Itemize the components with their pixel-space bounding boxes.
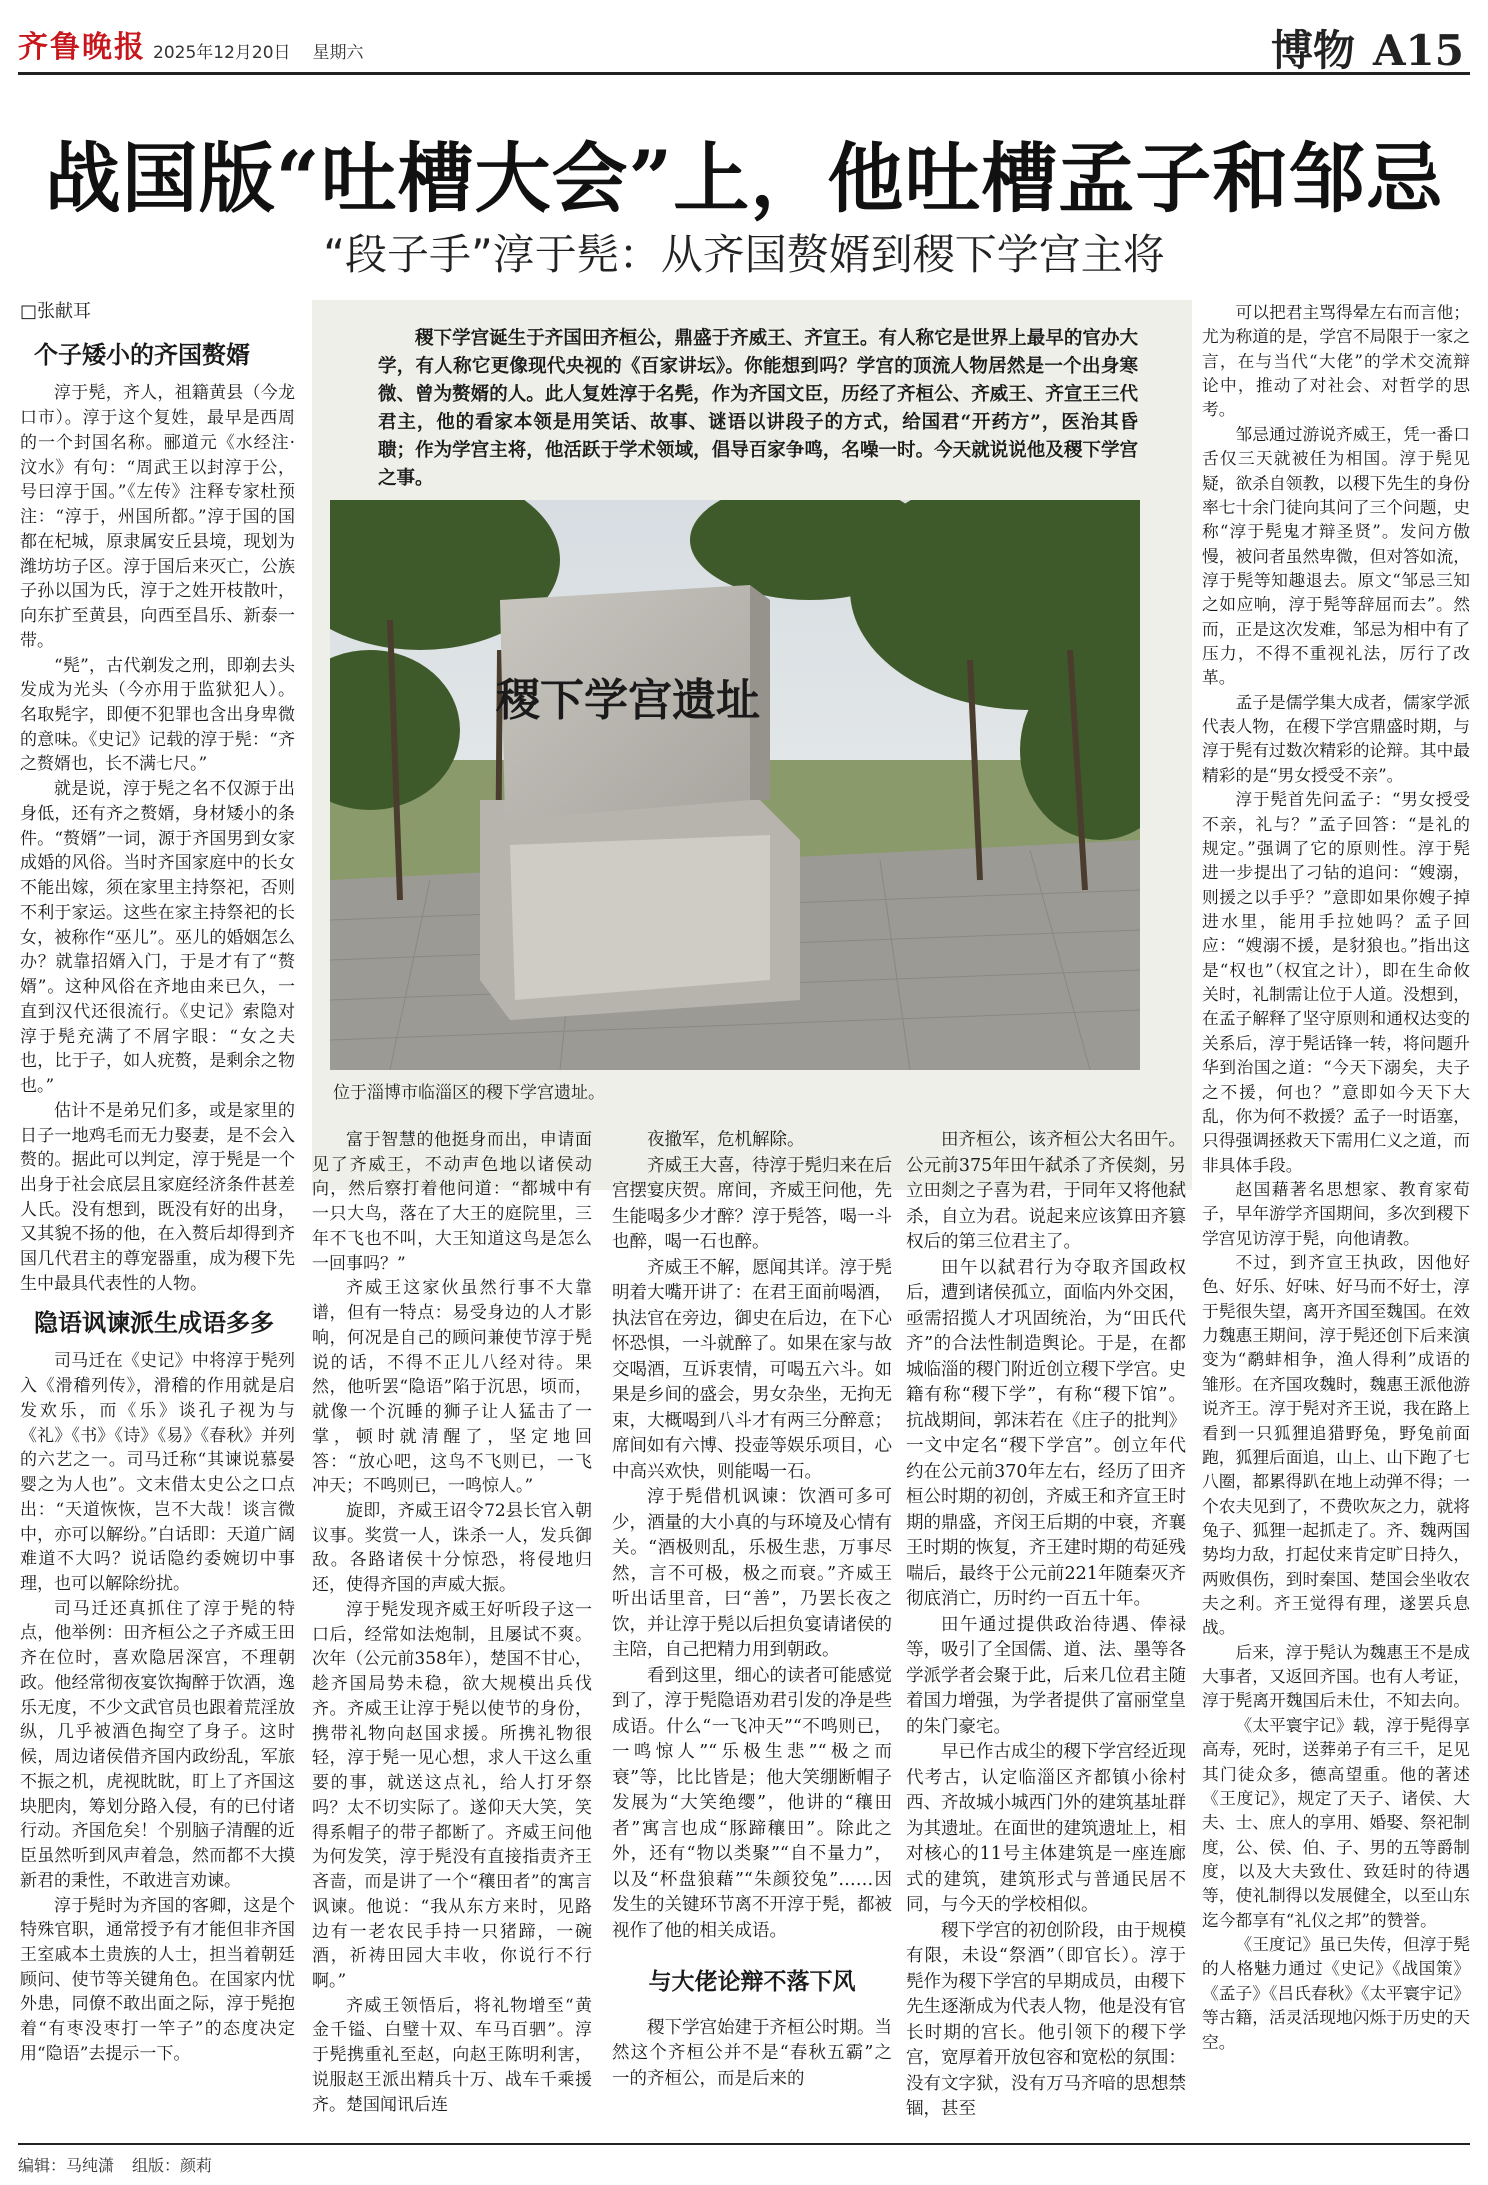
site-photo (330, 500, 1140, 1070)
paragraph: 赵国藉著名思想家、教育家荀子，早年游学齐国期间，多次到稷下学宫见访淳于髡，向他请教。 (1202, 1178, 1471, 1248)
paragraph-group-3 (312, 1128, 592, 2117)
paragraph: 孟子是儒学集大成者，儒家学派代表人物，在稷下学宫鼎盛时期，与淳于髡有过数次精彩的论辩。其中最精彩的是“男女授受不亲”。 (1202, 691, 1471, 785)
paragraph-group-2 (20, 1349, 295, 2066)
article-column-4 (906, 1128, 1186, 2123)
paragraph: 邹忌通过游说齐威王，凭一番口舌仅三天就被任为相国。淳于髡见疑，欲杀自领教，以稷下先生的身份率七十余门徒向其问了三个问题，史称“淳于髡鬼才辩圣贤”。发问方傲慢，被问者虽然卑微，但对答如流，淳于髡等知趣退去。原文“邹忌三知之如应响，淳于髡等辞屈而去”。然而，正是这次发难，邹忌为相中有了压力，不得不重视礼法，厉行了改革。 (1202, 423, 1471, 688)
paragraph: 田午以弑君行为夺取齐国政权后，遭到诸侯孤立，面临内外交困，亟需招揽人才巩固统治，为“田氏代齐”的合法性制造舆论。于是，在都城临淄的稷门附近创立稷下学宫。史籍有称“稷下学”，有称“稷下馆”。抗战期间，郭沫若在《庄子的批判》一文中定名“稷下学宫”。创立年代约在公元前370年左右，经历了田齐桓公时期的初创，齐威王和齐宣王时期的鼎盛，齐闵王后期的中衰，齐襄王时期的恢复，齐王建时期的苟延残喘后，最终于公元前221年随秦灭齐彻底消亡，历时约一百五十年。 (906, 1257, 1186, 1609)
paragraph: 估计不是弟兄们多，或是家里的日子一地鸡毛而无力娶妻，是不会入赘的。据此可以判定，淳于髡是一个出身于社会底层且家庭经济条件甚差人氏。没有想到，既没有好的出身，又其貌不扬的他，在入赘后却得到齐国几代君主的尊宠器重，成为稷下先生中最具代表性的人物。 (20, 1100, 295, 1294)
paragraph-group-7 (1202, 300, 1470, 2054)
paragraph: 田齐桓公，该齐桓公大名田午。公元前375年田午弑杀了齐侯剡，另立田剡之子喜为君，于同年又将他弑杀，自立为君。说起来应该算田齐篡权后的第三位君主了。 (906, 1130, 1186, 1252)
weekday-text: 星期六 (312, 43, 364, 63)
section-heading-3: 与大佬论辩不落下风 (648, 1969, 856, 1995)
paragraph-group-1 (20, 381, 295, 1296)
paragraph: 稷下学宫始建于齐桓公时期。当然这个齐桓公并不是“春秋五霸”之一的齐桓公，而是后来的 (612, 2017, 892, 2089)
headline-title: 战国版“吐槽大会”上，他吐槽孟子和邹忌 (44, 134, 1444, 223)
paragraph: 田午通过提供政治待遇、俸禄等，吸引了全国儒、道、法、墨等各学派学者会聚于此，后来几位君主随着国力增强，为学者提供了富丽堂皇的朱门豪宅。 (906, 1614, 1186, 1737)
date-text: 2025年12月20日 (153, 43, 291, 63)
article-column-3 (612, 1128, 892, 2092)
paragraph-group-5 (612, 2016, 892, 2093)
paragraph: 《太平寰宇记》载，淳于髡得享高寿，死时，送葬弟子有三千，足见其门徒众多，德高望重。他的著述《王度记》，规定了天子、诸侯、大夫、士、庶人的享用、婚娶、祭祀制度，公、侯、伯、子、男的五等爵制度，以及大夫致仕、致廷时的待遇等，使礼制得以发展健全，以至山东迄今都享有“礼仪之邦”的赞誉。 (1202, 1714, 1471, 1930)
newspaper-logo: 齐鲁晚报 (18, 30, 146, 65)
paragraph: “髡”，古代剃发之刑，即剃去头发成为光头（今亦用于监狱犯人）。名取髡字，即便不犯罪也含出身卑微的意味。《史记》记载的淳于髡：“齐之赘婿也，长不满七尺。” (20, 655, 295, 775)
page-footer (18, 2143, 1470, 2176)
editor-credit: 编辑：马纯潇 (18, 2156, 115, 2175)
paragraph: 就是说，淳于髡之名不仅源于出身低，还有齐之赘婿，身材矮小的条件。“赘婿”一词，源于齐国男到女家成婚的风俗。当时齐国家庭中的长女不能出嫁，须在家里主持祭祀，否则不利于家运。这些在家主持祭祀的长女，被称作“巫儿”。巫儿的婚姻怎么办？就靠招婿入门，于是才有了“赘婿”。这种风俗在齐地由来已久，一直到汉代还很流行。《史记》索隐对淳于髡充满了不屑字眼：“女之夫也，比于子，如人疣赘，是剩余之物也。” (20, 779, 295, 1097)
intro-text: 稷下学宫诞生于齐国田齐桓公，鼎盛于齐威王、齐宣王。有人称它是世界上最早的官办大学，有人称它更像现代央视的《百家讲坛》。你能想到吗？学宫的顶流人物居然是一个出身寒微、曾为赘婿的人。此人复姓淳于名髡，作为齐国文臣，历经了齐桓公、齐威王、齐宣王三代君主，他的看家本领是用笑话、故事、谜语以讲段子的方式，给国君“开药方”，医治其昏聩；作为学宫主将，他活跃于学术领域，倡导百家争鸣，名噪一时。今天就说说他及稷下学宫之事。 (378, 328, 1138, 489)
page-header (18, 0, 1470, 75)
paragraph: 齐威王不解，愿闻其详。淳于髡明着大嘴开讲了：在君王面前喝酒，执法官在旁边，御史在后边，在下心怀恐惧，一斗就醉了。如果在家与故交喝酒，互诉衷情，可喝五六斗。如果是乡间的盛会，男女杂坐，无拘无束，大概喝到八斗才有两三分醉意；席间如有六博、投壶等娱乐项目，心中高兴欢快，则能喝一石。 (612, 1257, 892, 1482)
paragraph: 淳于髡时为齐国的客卿，这是个特殊官职，通常授予有才能但非齐国王室戚本土贵族的人士，担当着朝廷顾问、使节等关键角色。在国家内忧外患，同僚不敢出面之际，淳于髡抱着“有枣没枣打一竿子”的态度决定用“隐语”去提示一下。 (20, 1895, 295, 2064)
paragraph-group-6 (906, 1128, 1186, 2123)
paragraph: 看到这里，细心的读者可能感觉到了，淳于髡隐语劝君引发的净是些成语。什么“一飞冲天”“不鸣则已，一鸣惊人”“乐极生悲”“极之而衰”等，比比皆是；他大笑绷断帽子发展为“大笑绝缨”，他讲的“穰田者”寓言也成“豚蹄穰田”。除此之外，还有“物以类聚”“自不量力”，以及“杯盘狼藉”“朱颜狡兔”……因发生的关键环节离不开淳于髡，都被视作了他的相关成语。 (612, 1665, 892, 1941)
paragraph: 夜撤军，危机解除。 (647, 1130, 805, 1150)
paragraph: 淳于髡发现齐威王好听段子这一口后，经常如法炮制，且屡试不爽。次年（公元前358年），楚国不甘心，趁齐国局势未稳，欲大规模出兵伐齐。齐威王让淳于髡以使节的身份，携带礼物向赵国求援。所携礼物很轻，淳于髡一见心想，求人干这么重要的事，就送这点礼，给人打牙祭吗？太不切实际了。遂仰天大笑，笑得系帽子的带子都断了。齐威王问他为何发笑，淳于髡没有直接指责齐王吝啬，而是讲了一个“穰田者”的寓言讽谏。他说：“我从东方来时，见路边有一老农民手持一只猪蹄，一碗酒，祈祷田园大丰收，你说行不行啊。” (312, 1599, 592, 1991)
paragraph: 齐威王领悟后，将礼物增至“黄金千镒、白璧十双、车马百驷”。淳于髡携重礼至赵，向赵王陈明利害，说服赵王派出精兵十万、战车千乘援齐。楚国闻讯后连 (312, 1995, 592, 2115)
site-photo-illustration (330, 500, 1140, 1070)
paragraph: 可以把君主骂得晕左右而言他；尤为称道的是，学宫不局限于一家之言，在与当代“大佬”的学术交流辩论中，推动了对社会、对哲学的思考。 (1202, 302, 1471, 420)
section-label (1271, 18, 1464, 78)
paragraph: 齐威王这家伙虽然行事不大靠谱，但有一特点：易受身边的人才影响，何况是自己的顾问兼使节淳于髡说的话，不得不正儿八经对待。果然，他听罢“隐语”陷于沉思，顷而，就像一个沉睡的狮子让人猛击了一掌，顿时就清醒了，坚定地回答：“放心吧，这鸟不飞则已，一飞冲天；不鸣则已，一鸣惊人。” (312, 1278, 592, 1497)
paragraph: 《王度记》虽已失传，但淳于髡的人格魅力通过《史记》《战国策》《孟子》《吕氏春秋》《太平寰宇记》等古籍，活灵活现地闪烁于历史的天空。 (1202, 1934, 1471, 2052)
paragraph: 富于智慧的他挺身而出，申请面见了齐威王，不动声色地以诸侯动向，然后察打着他问道：“都城中有一只大鸟，落在了大王的庭院里，三年不飞也不叫，大王知道这鸟是怎么一回事吗？” (312, 1130, 592, 1274)
paragraph: 淳于髡首先问孟子：“男女授受不亲，礼与？”孟子回答：“是礼的规定。”强调了它的原则性。淳于髡进一步提出了刁钻的追问：“嫂溺，则援之以手乎？”意即如果你嫂子掉进水里，能用手拉她吗？孟子回应：“嫂溺不援，是豺狼也。”指出这是“权也”（权宜之计），即在生命攸关时，礼制需让位于人道。没想到，在孟子解释了坚守原则和通权达变的关系后，淳于髡话锋一转，将问题升华到治国之道：“今天下溺矣，夫子之不援，何也？”意即如今天下大乱，你为何不救援？孟子一时语塞，只得强调拯救天下需用仁义之道，而非具体手段。 (1202, 789, 1471, 1175)
byline: □张献耳 (20, 301, 92, 322)
paragraph: 旋即，齐威王诏令72县长官入朝议事。奖赏一人，诛杀一人，发兵御敌。各路诸侯十分惊恐，将侵地归还，使得齐国的声威大振。 (312, 1501, 592, 1596)
paragraph: 司马迁在《史记》中将淳于髡列入《滑稽列传》，滑稽的作用就是启发欢乐，而《乐》谈孔子视为与《礼》《书》《诗》《易》《春秋》并列的六艺之一。司马迁称“其谏说慕晏婴之为人也”。文末借太史公之口点出：“天道恢恢，岂不大哉！谈言微中，亦可以解纷。”白话即：天道广阔难道不大吗？说话隐约委婉切中事理，也可以解除纷扰。 (20, 1351, 295, 1594)
headline-subtitle: “段子手”淳于髡：从齐国赘婿到稷下学宫主将 (323, 230, 1165, 279)
article-column-1 (20, 300, 295, 2067)
paragraph: 稷下学宫的初创阶段，由于规模有限，未设“祭酒”（即官长）。淳于髡作为稷下学宫的早期成员，由稷下先生逐渐成为代表人物，他是没有官长时期的宫长。他引领下的稷下学宫，宽厚着开放包容和宽松的氛围：没有文字狱，没有万马齐喑的思想禁锢，甚至 (906, 1920, 1186, 2119)
photo-caption: 位于淄博市临淄区的稷下学宫遗址。 (333, 1083, 605, 1103)
section-name: 博物 (1270, 26, 1355, 75)
paragraph: 淳于髡借机讽谏：饮酒可多可少，酒量的大小真的与环境及心情有关。“酒极则乱，乐极生悲，万事尽然，言不可极，极之而衰。”齐威王听出话里音，曰“善”，乃罢长夜之饮，并让淳于髡以后担负宴请诸侯的主陪，自己把精力用到朝政。 (612, 1487, 892, 1660)
paragraph: 齐威王大喜，待淳于髡归来在后宫摆宴庆贺。席间，齐威王问他，先生能喝多少才醉？淳于髡答，喝一斗也醉，喝一石也醉。 (612, 1155, 892, 1252)
issue-date (153, 38, 364, 63)
stone-inscription: 稷下学宫遗址 (496, 675, 760, 726)
paragraph-group-4 (612, 1128, 892, 1944)
paragraph: 早已作古成尘的稷下学宫经近现代考古，认定临淄区齐都镇小徐村西、齐故城小城西门外的建筑基址群为其遗址。在面世的建筑遗址上，相对核心的11号主体建筑是一座连廊式的建筑，建筑形式与普通民居不同，与今天的学校相似。 (906, 1742, 1186, 1915)
paragraph: 不过，到齐宣王执政，因他好色、好乐、好味、好马而不好士，淳于髡很失望，离开齐国至魏国。在效力魏惠王期间，淳于髡还创下后来演变为“鹬蚌相争，渔人得利”成语的雏形。在齐国攻魏时，魏惠王派他游说齐王。淳于髡对齐王说，我在路上看到一只狐狸追猎野兔，野兔前面跑，狐狸后面追，山上、山下跑了七八圈，都累得趴在地上动弹不得；一个农夫见到了，不费吹灰之力，就将兔子、狐狸一起抓走了。齐、魏两国势均力敌，打起仗来肯定旷日持久，两败俱伤，到时秦国、楚国会坐收农夫之利。齐王觉得有理，遂罢兵息战。 (1202, 1252, 1471, 1638)
article-column-2 (312, 1128, 592, 2117)
paragraph: 司马迁还真抓住了淳于髡的特点，他举例：田齐桓公之子齐威王田齐在位时，喜欢隐居深宫，不理朝政。他经常彻夜宴饮掏醉于饮酒，逸乐无度，不少文武官员也跟着荒淫放纵，几乎被酒色掏空了身子。这时候，周边诸侯借齐国内政纷乱，军旅不振之机，虎视眈眈，盯上了齐国这块肥肉，筹划分路入侵，有的已付诸行动。齐国危矣！个别脑子清醒的近臣虽然听到风声着急，然而都不大摸新君的秉性，不敢进言劝谏。 (20, 1598, 295, 1891)
article-column-5 (1202, 300, 1470, 2054)
page-number: A15 (1372, 26, 1464, 75)
layout-credit: 组版：颜莉 (132, 2156, 213, 2175)
section-heading-1: 个子矮小的齐国赘婿 (34, 340, 250, 369)
section-heading-2: 隐语讽谏派生成语多多 (34, 1308, 274, 1337)
paragraph: 后来，淳于髡认为魏惠王不是成大事者，又返回齐国。也有人考证，淳于髡离开魏国后未仕，不知去向。 (1202, 1641, 1471, 1711)
paragraph: 淳于髡，齐人，祖籍黄县（今龙口市）。淳于这个复姓，最早是西周的一个封国名称。郦道元《水经注·汶水》有句：“周武王以封淳于公，号曰淳于国。”《左传》注释专家杜预注：“淳于，州国所都。”淳于国的国都在杞城，原隶属安丘县境，现划为潍坊坊子区。淳于国后来灭亡，公族子孙以国为氏，淳于之姓开枝散叶，向东扩至黄县，向西至昌乐、新泰一带。 (20, 383, 295, 651)
